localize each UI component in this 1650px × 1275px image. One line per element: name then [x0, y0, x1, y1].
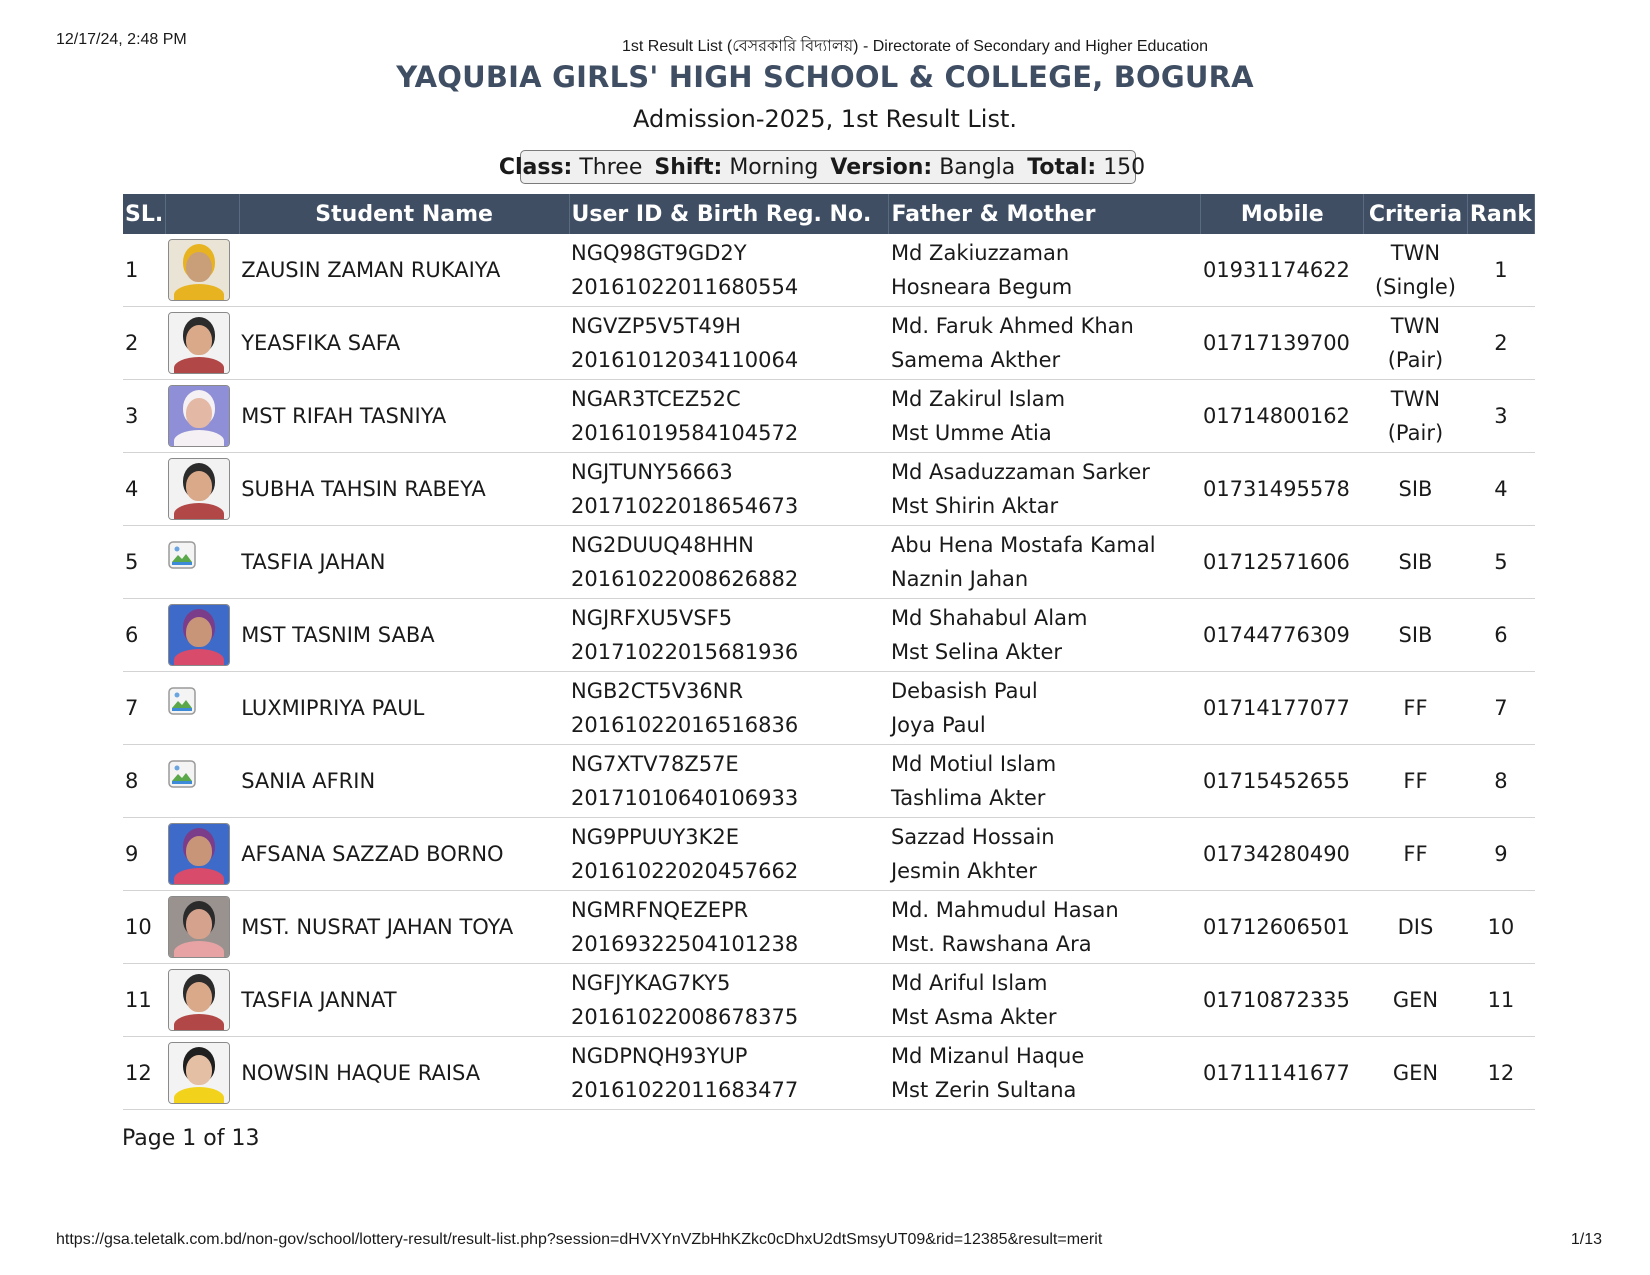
footer-page-number: 1/13: [1570, 1231, 1602, 1248]
total-value: 150: [1103, 154, 1146, 180]
user-id: NGMRFNQEZEPR: [571, 898, 749, 922]
cell-user-id: [569, 964, 889, 1037]
mother-name: Naznin Jahan: [890, 567, 1029, 591]
broken-image-icon: [168, 687, 196, 715]
cell-rank: 3: [1467, 380, 1534, 453]
cell-rank: 10: [1467, 891, 1534, 964]
page-count: Page 1 of 13: [122, 1126, 260, 1151]
user-id: NGJRFXU5VSF5: [571, 606, 733, 630]
cell-sl: 8: [123, 745, 166, 818]
cell-student-name: SUBHA TAHSIN RABEYA: [239, 453, 569, 526]
father-name: Md Mizanul Haque: [890, 1044, 1085, 1068]
cell-student-name: TASFIA JAHAN: [239, 526, 569, 599]
cell-student-name: ZAUSIN ZAMAN RUKAIYA: [239, 234, 569, 307]
user-id: NGB2CT5V36NR: [571, 679, 744, 703]
student-photo: [168, 385, 230, 447]
user-id: NGAR3TCEZ52C: [571, 387, 741, 411]
cell-criteria: [1364, 672, 1468, 745]
cell-father-mother: [889, 599, 1201, 672]
user-id: NGJTUNY56663: [571, 460, 733, 484]
criteria-code: FF: [1403, 769, 1428, 793]
cell-student-name: YEASFIKA SAFA: [239, 307, 569, 380]
cell-rank: 4: [1467, 453, 1534, 526]
cell-mobile: 01715452655: [1201, 745, 1364, 818]
birth-reg-no: 20171022015681936: [571, 640, 799, 664]
table-row: [123, 599, 1535, 672]
criteria-code: SIB: [1398, 550, 1433, 574]
cell-sl: 2: [123, 307, 166, 380]
mother-name: Mst Zerin Sultana: [890, 1078, 1077, 1102]
print-datetime: 12/17/24, 2:48 PM: [56, 31, 187, 48]
father-name: Md. Faruk Ahmed Khan: [890, 314, 1134, 338]
cell-sl: 9: [123, 818, 166, 891]
school-title: YAQUBIA GIRLS' HIGH SCHOOL & COLLEGE, BOGURA: [396, 60, 1254, 94]
cell-photo: [166, 672, 239, 745]
birth-reg-no: 20161022008626882: [571, 567, 799, 591]
criteria-code: GEN: [1392, 988, 1439, 1012]
version-label: Version:: [830, 154, 933, 180]
cell-sl: 5: [123, 526, 166, 599]
father-name: Md. Mahmudul Hasan: [890, 898, 1119, 922]
table-row: [123, 745, 1535, 818]
birth-reg-no: 20161012034110064: [571, 348, 799, 372]
student-photo: [168, 823, 230, 885]
cell-sl: 7: [123, 672, 166, 745]
cell-criteria: [1364, 964, 1468, 1037]
cell-student-name: NOWSIN HAQUE RAISA: [239, 1037, 569, 1110]
criteria-detail: (Pair): [1387, 348, 1444, 372]
cell-criteria: [1364, 891, 1468, 964]
birth-reg-no: 20161022008678375: [571, 1005, 799, 1029]
cell-criteria: [1364, 818, 1468, 891]
table-row: [123, 526, 1535, 599]
table-row: [123, 818, 1535, 891]
birth-reg-no: 20169322504101238: [571, 932, 799, 956]
cell-rank: 11: [1467, 964, 1534, 1037]
header-rank: Rank: [1467, 194, 1534, 234]
result-subtitle: Admission-2025, 1st Result List.: [632, 105, 1018, 133]
class-value: Three: [579, 154, 643, 180]
mother-name: Mst Umme Atia: [890, 421, 1052, 445]
cell-rank: 2: [1467, 307, 1534, 380]
user-id: NG7XTV78Z57E: [571, 752, 739, 776]
cell-user-id: [569, 891, 889, 964]
cell-criteria: [1364, 745, 1468, 818]
version-value: Bangla: [939, 154, 1016, 180]
birth-reg-no: 20171010640106933: [571, 786, 799, 810]
print-page-title: 1st Result List (বেসরকারি বিদ্যালয়) - Directorate of Secondary and Higher Education: [621, 38, 1209, 55]
header-sl: SL.: [123, 194, 166, 234]
cell-criteria: [1364, 307, 1468, 380]
cell-criteria: [1364, 234, 1468, 307]
cell-photo: [166, 526, 239, 599]
cell-father-mother: [889, 1037, 1201, 1110]
birth-reg-no: 20161022016516836: [571, 713, 799, 737]
cell-user-id: [569, 453, 889, 526]
cell-rank: 8: [1467, 745, 1534, 818]
cell-photo: [166, 818, 239, 891]
birth-reg-no: 20171022018654673: [571, 494, 799, 518]
mother-name: Mst. Rawshana Ara: [890, 932, 1092, 956]
table-row: [123, 380, 1535, 453]
cell-student-name: MST RIFAH TASNIYA: [239, 380, 569, 453]
table-row: [123, 453, 1535, 526]
cell-user-id: [569, 526, 889, 599]
student-photo: [168, 239, 230, 301]
mother-name: Hosneara Begum: [890, 275, 1073, 299]
criteria-detail: (Single): [1374, 275, 1456, 299]
cell-mobile: 01931174622: [1201, 234, 1364, 307]
father-name: Abu Hena Mostafa Kamal: [890, 533, 1156, 557]
criteria-code: FF: [1403, 842, 1428, 866]
footer-url: https://gsa.teletalk.com.bd/non-gov/school/lottery-result/result-list.php?session=dHVXYnVZbHhKZkc0cDhxU2dtSmsyUT09&rid=12385&result=merit: [56, 1231, 1103, 1248]
father-name: Debasish Paul: [890, 679, 1038, 703]
cell-user-id: [569, 380, 889, 453]
cell-photo: [166, 307, 239, 380]
criteria-code: FF: [1403, 696, 1428, 720]
cell-student-name: TASFIA JANNAT: [239, 964, 569, 1037]
cell-mobile: 01714800162: [1201, 380, 1364, 453]
user-id: NGDPNQH93YUP: [571, 1044, 748, 1068]
mother-name: Mst Selina Akter: [890, 640, 1062, 664]
shift-label: Shift:: [654, 154, 723, 180]
mother-name: Mst Asma Akter: [890, 1005, 1057, 1029]
cell-student-name: SANIA AFRIN: [239, 745, 569, 818]
cell-rank: 12: [1467, 1037, 1534, 1110]
cell-sl: 12: [123, 1037, 166, 1110]
mother-name: Tashlima Akter: [890, 786, 1046, 810]
cell-rank: 5: [1467, 526, 1534, 599]
header-father-mother: Father & Mother: [889, 194, 1201, 234]
father-name: Md Ariful Islam: [890, 971, 1048, 995]
student-photo: [168, 604, 230, 666]
student-photo: [168, 1042, 230, 1104]
cell-student-name: LUXMIPRIYA PAUL: [239, 672, 569, 745]
mother-name: Jesmin Akhter: [890, 859, 1037, 883]
header-criteria: Criteria: [1364, 194, 1468, 234]
cell-father-mother: [889, 380, 1201, 453]
criteria-code: TWN: [1390, 241, 1441, 265]
cell-user-id: [569, 745, 889, 818]
criteria-code: DIS: [1397, 915, 1434, 939]
cell-photo: [166, 745, 239, 818]
cell-photo: [166, 1037, 239, 1110]
criteria-detail: (Pair): [1387, 421, 1444, 445]
cell-rank: 7: [1467, 672, 1534, 745]
father-name: Sazzad Hossain: [890, 825, 1055, 849]
cell-rank: 6: [1467, 599, 1534, 672]
cell-father-mother: [889, 526, 1201, 599]
cell-mobile: 01744776309: [1201, 599, 1364, 672]
cell-father-mother: [889, 964, 1201, 1037]
cell-criteria: [1364, 380, 1468, 453]
cell-sl: 1: [123, 234, 166, 307]
cell-user-id: [569, 307, 889, 380]
cell-sl: 6: [123, 599, 166, 672]
cell-father-mother: [889, 891, 1201, 964]
header-photo: [166, 194, 239, 234]
cell-criteria: [1364, 599, 1468, 672]
cell-mobile: 01712571606: [1201, 526, 1364, 599]
student-photo: [168, 969, 230, 1031]
table-row: [123, 672, 1535, 745]
cell-criteria: [1364, 453, 1468, 526]
broken-image-icon: [168, 541, 196, 569]
table-row: [123, 234, 1535, 307]
user-id: NG2DUUQ48HHN: [571, 533, 754, 557]
birth-reg-no: 20161019584104572: [571, 421, 799, 445]
cell-user-id: [569, 818, 889, 891]
table-header-row: [123, 194, 1535, 234]
criteria-code: TWN: [1390, 314, 1441, 338]
cell-sl: 3: [123, 380, 166, 453]
cell-mobile: 01710872335: [1201, 964, 1364, 1037]
student-photo: [168, 312, 230, 374]
cell-mobile: 01711141677: [1201, 1037, 1364, 1110]
cell-mobile: 01714177077: [1201, 672, 1364, 745]
mother-name: Joya Paul: [890, 713, 986, 737]
cell-mobile: 01734280490: [1201, 818, 1364, 891]
cell-photo: [166, 380, 239, 453]
table-row: [123, 891, 1535, 964]
total-label: Total:: [1027, 154, 1097, 180]
cell-father-mother: [889, 745, 1201, 818]
cell-father-mother: [889, 818, 1201, 891]
cell-father-mother: [889, 672, 1201, 745]
student-photo: [168, 458, 230, 520]
cell-student-name: MST. NUSRAT JAHAN TOYA: [239, 891, 569, 964]
cell-student-name: AFSANA SAZZAD BORNO: [239, 818, 569, 891]
cell-photo: [166, 599, 239, 672]
cell-sl: 10: [123, 891, 166, 964]
father-name: Md Shahabul Alam: [890, 606, 1088, 630]
cell-father-mother: [889, 234, 1201, 307]
cell-student-name: MST TASNIM SABA: [239, 599, 569, 672]
table-row: [123, 307, 1535, 380]
cell-sl: 4: [123, 453, 166, 526]
cell-user-id: [569, 599, 889, 672]
cell-mobile: 01731495578: [1201, 453, 1364, 526]
criteria-code: SIB: [1398, 477, 1433, 501]
user-id: NG9PPUUY3K2E: [571, 825, 740, 849]
cell-father-mother: [889, 307, 1201, 380]
class-label: Class:: [498, 154, 573, 180]
cell-user-id: [569, 234, 889, 307]
shift-value: Morning: [729, 154, 819, 180]
birth-reg-no: 20161022011683477: [571, 1078, 799, 1102]
cell-sl: 11: [123, 964, 166, 1037]
cell-criteria: [1364, 1037, 1468, 1110]
cell-photo: [166, 234, 239, 307]
header-user-id: User ID & Birth Reg. No.: [569, 194, 889, 234]
mother-name: Samema Akther: [890, 348, 1061, 372]
broken-image-icon: [168, 760, 196, 788]
cell-user-id: [569, 672, 889, 745]
table-row: [123, 1037, 1535, 1110]
criteria-code: TWN: [1390, 387, 1441, 411]
cell-criteria: [1364, 526, 1468, 599]
cell-photo: [166, 453, 239, 526]
cell-photo: [166, 891, 239, 964]
cell-father-mother: [889, 453, 1201, 526]
cell-rank: 9: [1467, 818, 1534, 891]
criteria-code: SIB: [1398, 623, 1433, 647]
header-mobile: Mobile: [1201, 194, 1364, 234]
cell-mobile: 01712606501: [1201, 891, 1364, 964]
criteria-code: GEN: [1392, 1061, 1439, 1085]
table-row: [123, 964, 1535, 1037]
father-name: Md Motiul Islam: [890, 752, 1057, 776]
birth-reg-no: 20161022011680554: [571, 275, 799, 299]
cell-photo: [166, 964, 239, 1037]
cell-user-id: [569, 1037, 889, 1110]
student-photo: [168, 896, 230, 958]
cell-mobile: 01717139700: [1201, 307, 1364, 380]
user-id: NGQ98GT9GD2Y: [571, 241, 747, 265]
mother-name: Mst Shirin Aktar: [890, 494, 1059, 518]
user-id: NGFJYKAG7KY5: [571, 971, 731, 995]
father-name: Md Asaduzzaman Sarker: [890, 460, 1150, 484]
father-name: Md Zakiuzzaman: [890, 241, 1070, 265]
birth-reg-no: 20161022020457662: [571, 859, 799, 883]
father-name: Md Zakirul Islam: [890, 387, 1066, 411]
result-table: [123, 194, 1535, 1110]
header-student-name: Student Name: [239, 194, 569, 234]
cell-rank: 1: [1467, 234, 1534, 307]
summary-box: [498, 150, 1146, 184]
user-id: NGVZP5V5T49H: [571, 314, 741, 338]
